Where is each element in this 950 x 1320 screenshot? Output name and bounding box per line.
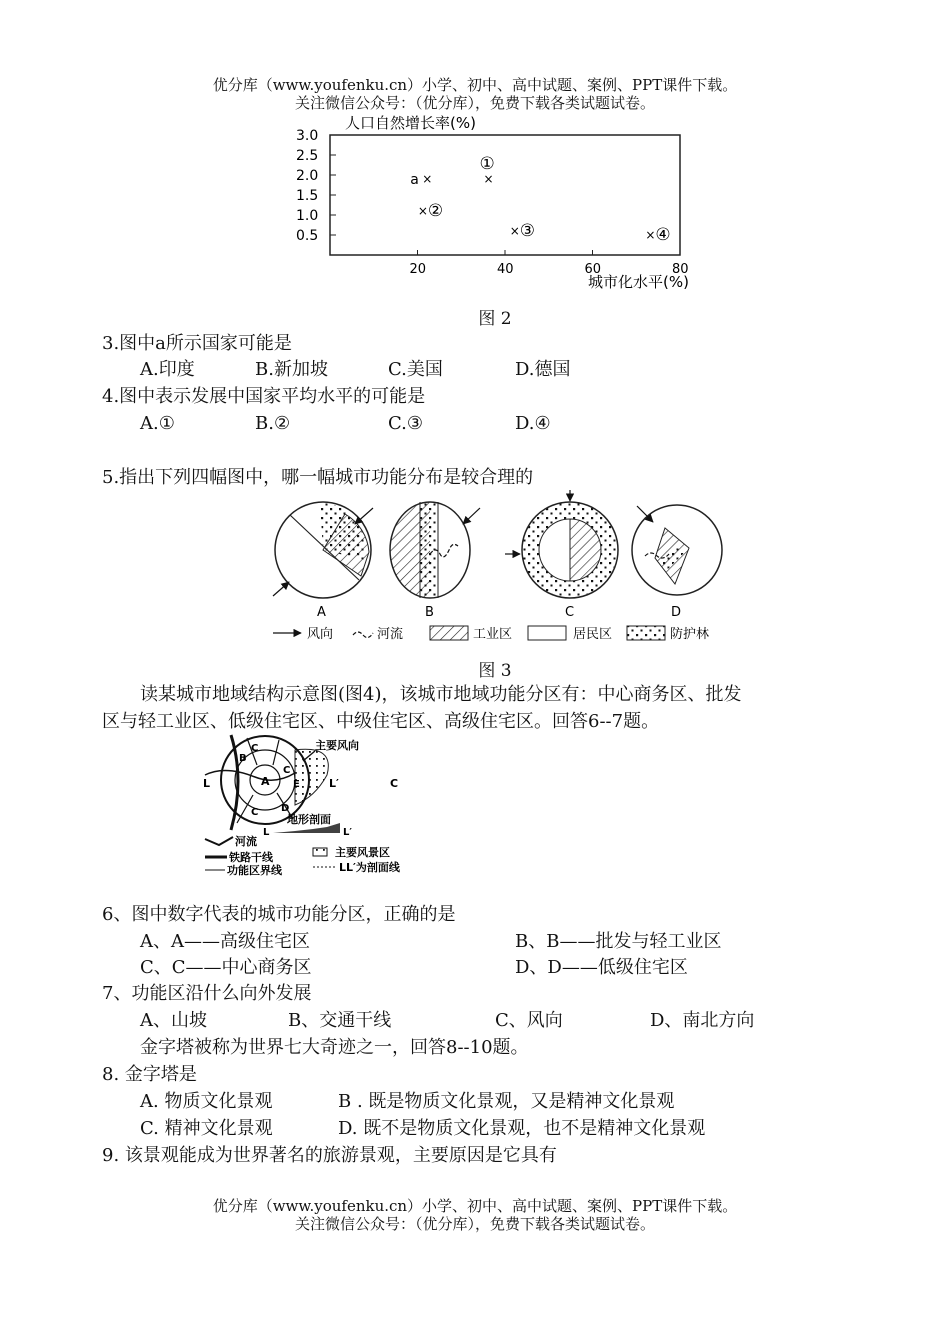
q4-stem: 4.图中表示发展中国家平均水平的可能是 — [102, 386, 426, 407]
zone-label-c-3: C — [390, 777, 399, 790]
data-point-label: a — [410, 172, 419, 188]
terrain-label: 地形剖面 — [287, 813, 331, 826]
x-tick-label: 60 — [584, 262, 602, 277]
figure-3-caption: 图 3 — [478, 661, 512, 681]
legend-scenic: 主要风景区 — [335, 846, 390, 859]
x-tick-label: 80 — [672, 262, 689, 277]
q8-option-d[interactable]: D. 既不是物质文化景观，也不是精神文化景观 — [338, 1118, 706, 1139]
q3-option-d[interactable]: D.德国 — [515, 359, 571, 380]
figure-3-diagrams — [265, 488, 710, 648]
q4-option-b[interactable]: B.② — [255, 413, 291, 434]
y-tick-label: 2.0 — [296, 168, 319, 184]
q6-stem: 6、图中数字代表的城市功能分区，正确的是 — [102, 904, 456, 925]
section-l-right: L′ — [329, 777, 339, 790]
intro-6-7-line-2: 区与轻工业区、低级住宅区、中级住宅区、高级住宅区。回答6--7题。 — [102, 711, 660, 732]
q8-stem: 8. 金字塔是 — [102, 1064, 197, 1085]
section-l-left: L — [203, 777, 211, 790]
header-line-2: 关注微信公众号：（优分库），免费下载各类试题试卷。 — [294, 94, 655, 112]
q8-option-a[interactable]: A. 物质文化景观 — [140, 1091, 273, 1112]
diagram-d — [632, 505, 722, 595]
diagram-b — [390, 502, 480, 598]
q7-option-a[interactable]: A、山坡 — [140, 1010, 207, 1031]
q3-option-c[interactable]: C.美国 — [388, 359, 443, 380]
diagram-label-a: A — [317, 605, 326, 620]
q6-option-a[interactable]: A、A——高级住宅区 — [140, 931, 310, 952]
q6-option-c[interactable]: C、C——中心商务区 — [140, 957, 312, 978]
data-point-marker: × — [509, 224, 520, 238]
q8-option-c[interactable]: C. 精神文化景观 — [140, 1118, 273, 1139]
plot-frame — [330, 135, 680, 255]
figure-2-caption: 图 2 — [478, 309, 512, 329]
zone-label-a: A — [261, 775, 270, 788]
q3-stem: 3.图中a所示国家可能是 — [102, 333, 292, 354]
q8-option-b[interactable]: B . 既是物质文化景观，又是精神文化景观 — [338, 1091, 675, 1112]
q6-option-d[interactable]: D、D——低级住宅区 — [515, 957, 688, 978]
data-point-label: ③ — [519, 221, 535, 241]
intro-8-10: 金字塔被称为世界七大奇迹之一，回答8--10题。 — [140, 1037, 529, 1058]
q4-option-c[interactable]: C.③ — [388, 413, 423, 434]
data-point-label: ④ — [655, 225, 671, 245]
q6-option-b[interactable]: B、B——批发与轻工业区 — [515, 931, 722, 952]
zone-label-c: C — [251, 743, 259, 754]
zone-label-c-4: C — [283, 765, 291, 776]
y-tick-label: 0.5 — [296, 228, 319, 244]
diagram-label-c: C — [565, 605, 575, 620]
intro-6-7-line-1: 读某城市地域结构示意图(图4)，该城市地域功能分区有：中心商务区、批发 — [140, 684, 742, 705]
q5-stem: 5.指出下列四幅图中，哪一幅城市功能分布是较合理的 — [102, 467, 534, 488]
data-point-marker: × — [483, 172, 494, 186]
terrain-l-left: L — [263, 827, 270, 838]
data-point-label: ① — [479, 154, 495, 174]
y-axis-label: 人口自然增长率(%) — [345, 114, 476, 132]
legend-river-4: 河流 — [235, 835, 257, 848]
data-point-marker: × — [417, 204, 428, 218]
data-point-marker: × — [422, 172, 433, 186]
header-line-1: 优分库（www.youfenku.cn）小学、初中、高中试题、案例、PPT课件下载。 — [212, 76, 738, 94]
zone-label-d: D — [281, 803, 290, 814]
legend-residential: 居民区 — [573, 627, 613, 642]
figure-4-city-structure — [195, 735, 435, 880]
data-point-marker: × — [645, 228, 656, 242]
legend-boundary: 功能区界线 — [227, 864, 282, 877]
x-tick-label: 20 — [409, 262, 427, 277]
diagram-a — [273, 502, 373, 598]
y-tick-label: 1.5 — [296, 188, 319, 204]
legend-section: LL′为剖面线 — [339, 861, 400, 874]
diagram-c — [505, 490, 618, 598]
footer-line-2: 关注微信公众号：（优分库），免费下载各类试题试卷。 — [294, 1215, 655, 1233]
data-point-label: ② — [427, 201, 444, 221]
terrain-l-right: L′ — [343, 827, 353, 838]
q7-stem: 7、功能区沿什么向外发展 — [102, 983, 312, 1004]
zone-label-b: B — [239, 753, 247, 764]
scatter-chart — [270, 110, 720, 295]
legend-industry: 工业区 — [473, 627, 513, 642]
q7-option-d[interactable]: D、南北方向 — [650, 1010, 755, 1031]
legend-wind: 风向 — [307, 627, 334, 642]
q4-option-d[interactable]: D.④ — [515, 413, 551, 434]
x-axis-label: 城市化水平(%) — [588, 273, 689, 291]
y-tick-label: 2.5 — [296, 148, 319, 164]
legend-railway: 铁路干线 — [229, 851, 273, 864]
diagram-label-b: B — [425, 605, 434, 620]
q3-option-a[interactable]: A.印度 — [140, 359, 195, 380]
zone-label-e: E — [293, 779, 300, 790]
legend-river: 河流 — [377, 627, 404, 642]
q7-option-c[interactable]: C、风向 — [495, 1010, 563, 1031]
q9-stem: 9. 该景观能成为世界著名的旅游景观，主要原因是它具有 — [102, 1145, 557, 1166]
y-tick-label: 1.0 — [296, 208, 319, 224]
footer-line-1: 优分库（www.youfenku.cn）小学、初中、高中试题、案例、PPT课件下载。 — [212, 1197, 738, 1215]
diagram-label-d: D — [671, 605, 682, 620]
main-wind-label: 主要风向 — [315, 739, 359, 752]
q3-option-b[interactable]: B.新加坡 — [255, 359, 328, 380]
zone-label-c-2: C — [251, 807, 259, 818]
x-tick-label: 40 — [497, 262, 514, 277]
y-tick-label: 3.0 — [296, 128, 319, 144]
q4-option-a[interactable]: A.① — [140, 413, 175, 434]
legend-forest: 防护林 — [670, 627, 710, 642]
q7-option-b[interactable]: B、交通干线 — [288, 1010, 392, 1031]
